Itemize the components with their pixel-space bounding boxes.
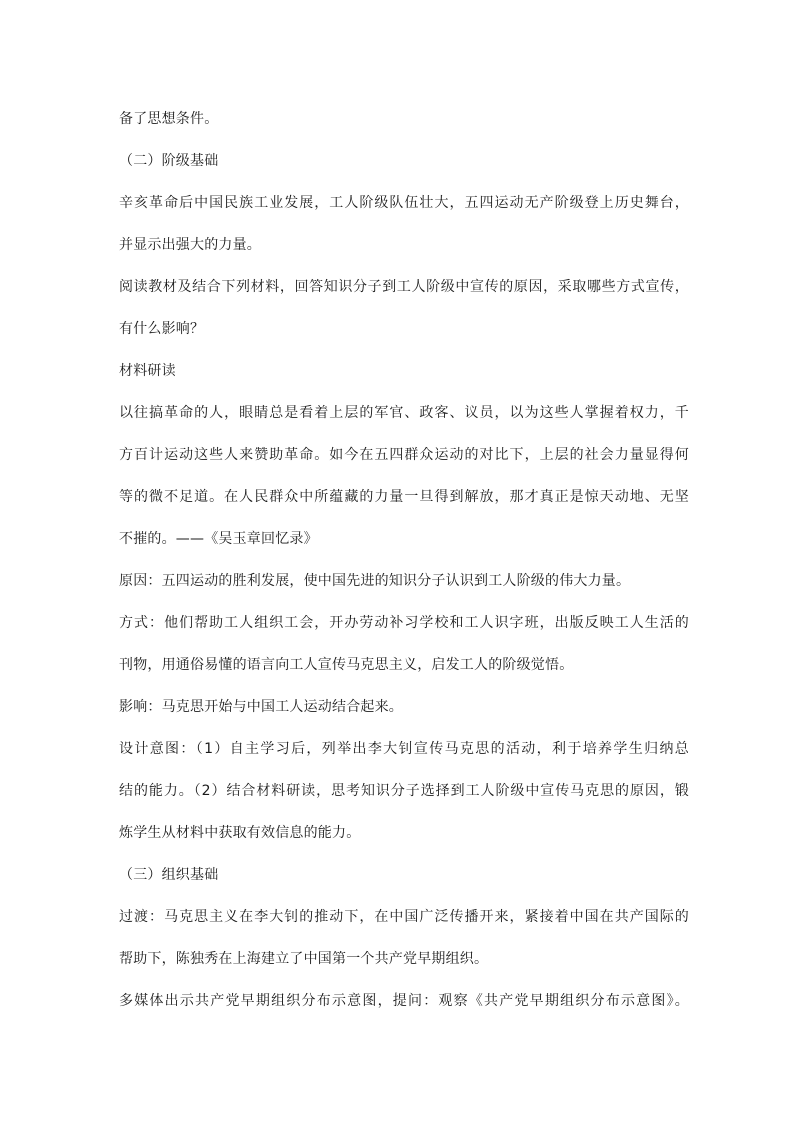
text-line: 以往搞革命的人，眼睛总是看着上层的军官、政客、议员，以为这些人掌握着权力，千 (119, 405, 689, 421)
section-heading-class-basis: （二）阶级基础 (119, 153, 219, 169)
text-line: 有什么影响？ (119, 321, 205, 337)
text-line: 辛亥革命后中国民族工业发展，工人阶级队伍壮大，五四运动无产阶级登上历史舞台， (119, 195, 689, 211)
text-line: 等的微不足道。在人民群众中所蕴藏的力量一旦得到解放，那才真正是惊天动地、无坚 (119, 489, 689, 505)
text-line: 刊物，用通俗易懂的语言向工人宣传马克思主义，启发工人的阶级觉悟。 (119, 657, 574, 673)
text-line: 炼学生从材料中获取有效信息的能力。 (119, 825, 361, 841)
text-line: 并显示出强大的力量。 (119, 237, 261, 253)
text-line: 多媒体出示共产党早期组织分布示意图，提问：观察《共产党早期组织分布示意图》。 (119, 993, 689, 1009)
text-line: 影响：马克思开始与中国工人运动结合起来。 (119, 699, 403, 715)
text-line: 结的能力。（2）结合材料研读，思考知识分子选择到工人阶级中宣传马克思的原因，锻 (119, 783, 689, 799)
text-line: 备了思想条件。 (119, 111, 219, 127)
material-reading-label: 材料研读 (119, 363, 176, 379)
text-line: 方式：他们帮助工人组织工会，开办劳动补习学校和工人识字班，出版反映工人生活的 (119, 615, 689, 631)
text-line: 帮助下，陈独秀在上海建立了中国第一个共产党早期组织。 (119, 951, 489, 967)
text-line: 不摧的。——《吴玉章回忆录》 (119, 531, 318, 547)
text-line: 阅读教材及结合下列材料，回答知识分子到工人阶级中宣传的原因，采取哪些方式宣传， (119, 279, 689, 295)
section-heading-organization-basis: （三）组织基础 (119, 867, 219, 883)
text-line: 原因：五四运动的胜利发展，使中国先进的知识分子认识到工人阶级的伟大力量。 (119, 573, 631, 589)
text-line: 设计意图：（1）自主学习后，列举出李大钊宣传马克思的活动，利于培养学生归纳总 (119, 741, 689, 757)
text-line: 过渡：马克思主义在李大钊的推动下，在中国广泛传播开来，紧接着中国在共产国际的 (119, 909, 689, 925)
text-line: 方百计运动这些人来赞助革命。如今在五四群众运动的对比下，上层的社会力量显得何 (119, 447, 689, 463)
